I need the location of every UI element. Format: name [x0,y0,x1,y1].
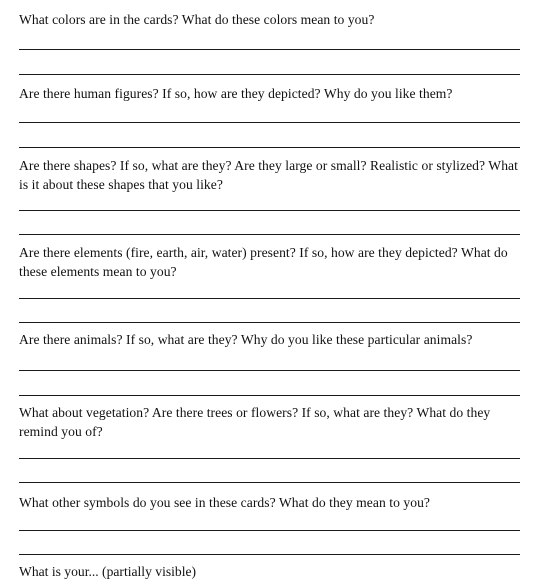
answer-line[interactable] [19,482,520,483]
answer-line[interactable] [19,147,520,148]
answer-line[interactable] [19,530,520,531]
question-colors: What colors are in the cards? What do these colors mean to you? [19,12,375,27]
question-animals: Are there animals? If so, what are they? Why do you like these particular animals? [19,332,473,347]
answer-line[interactable] [19,210,520,211]
question-elements: Are there elements (fire, earth, air, water) present? If so, how are they depicted? What do these elements mean to you? [19,245,508,279]
answer-line[interactable] [19,234,520,235]
answer-line[interactable] [19,298,520,299]
answer-line[interactable] [19,49,520,50]
question-human-figures: Are there human figures? If so, how are they depicted? Why do you like them? [19,86,453,101]
answer-line[interactable] [19,554,520,555]
answer-line[interactable] [19,458,520,459]
question-vegetation: What about vegetation? Are there trees or flowers? If so, what are they? What do they remind you of? [19,405,491,439]
answer-line[interactable] [19,122,520,123]
answer-line[interactable] [19,395,520,396]
answer-line[interactable] [19,74,520,75]
answer-line[interactable] [19,370,520,371]
cut-off-question: What is your... (partially visible) [19,564,197,579]
question-other-symbols: What other symbols do you see in these cards? What do they mean to you? [19,495,431,510]
answer-line[interactable] [19,322,520,323]
question-shapes: Are there shapes? If so, what are they? Are they large or small? Realistic or stylized? What is it about these shapes that you like? [19,158,518,192]
